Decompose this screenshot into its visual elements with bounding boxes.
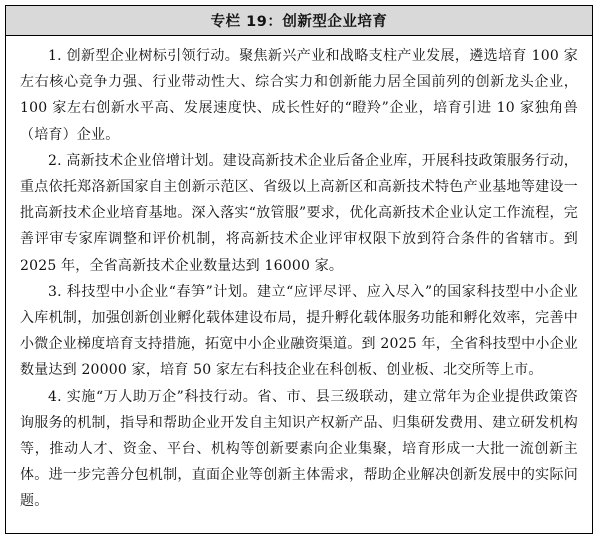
paragraph-3: 3. 科技型中小企业“春笋”计划。建立“应评尽评、应入尽入”的国家科技型中小企业入库机制，加强创新创业孵化载体建设布局，提升孵化载体服务功能和孵化效率，完善中小微企业梯度培育支持措施，拓宽中小企业融资渠道。到 2025 年，全省科技型中小企业数量达到 20000 家，培育 50 家左右科技企业在科创板、创业板、北交所等上市。	[20, 283, 578, 379]
column-title: 专栏 19：创新型企业培育	[210, 14, 388, 30]
paragraph-1: 1. 创新型企业树标引领行动。聚焦新兴产业和战略支柱产业发展，遴选培育 100 家左右核心竞争力强、行业带动性大、综合实力和创新能力居全国前列的创新龙头企业，100 家左右创新水平高、发展速度快、成长性好的“瞪羚”企业，培育引进 10 家独角兽（培育）企业。	[20, 48, 578, 143]
paragraph-4: 4. 实施“万人助万企”科技行动。省、市、县三级联动，建立常年为企业提供政策咨询服务的机制，指导和帮助企业开发自主知识产权新产品、归集研发费用、建立研发机构等，推动人才、资金、平台、机构等创新要素向企业集聚，培育形成一大批一流创新主体。进一步完善分包机制，直面企业等创新主体需求，帮助企业解决创新发展中的实际问题。	[20, 388, 578, 510]
column-content	[6, 36, 592, 515]
paragraph-2: 2. 高新技术企业倍增计划。建设高新技术企业后备企业库，开展科技政策服务行动，重点依托郑洛新国家自主创新示范区、省级以上高新区和高新技术特色产业基地等建设一批高新技术企业培育基地。深入落实“放管服”要求，优化高新技术企业认定工作流程，完善评审专家库调整和评价机制，将高新技术企业评审权限下放到符合条件的省辖市。到 2025 年，全省高新技术企业数量达到 16000 家。	[20, 152, 578, 274]
column-box	[5, 5, 593, 534]
column-header	[6, 6, 592, 36]
